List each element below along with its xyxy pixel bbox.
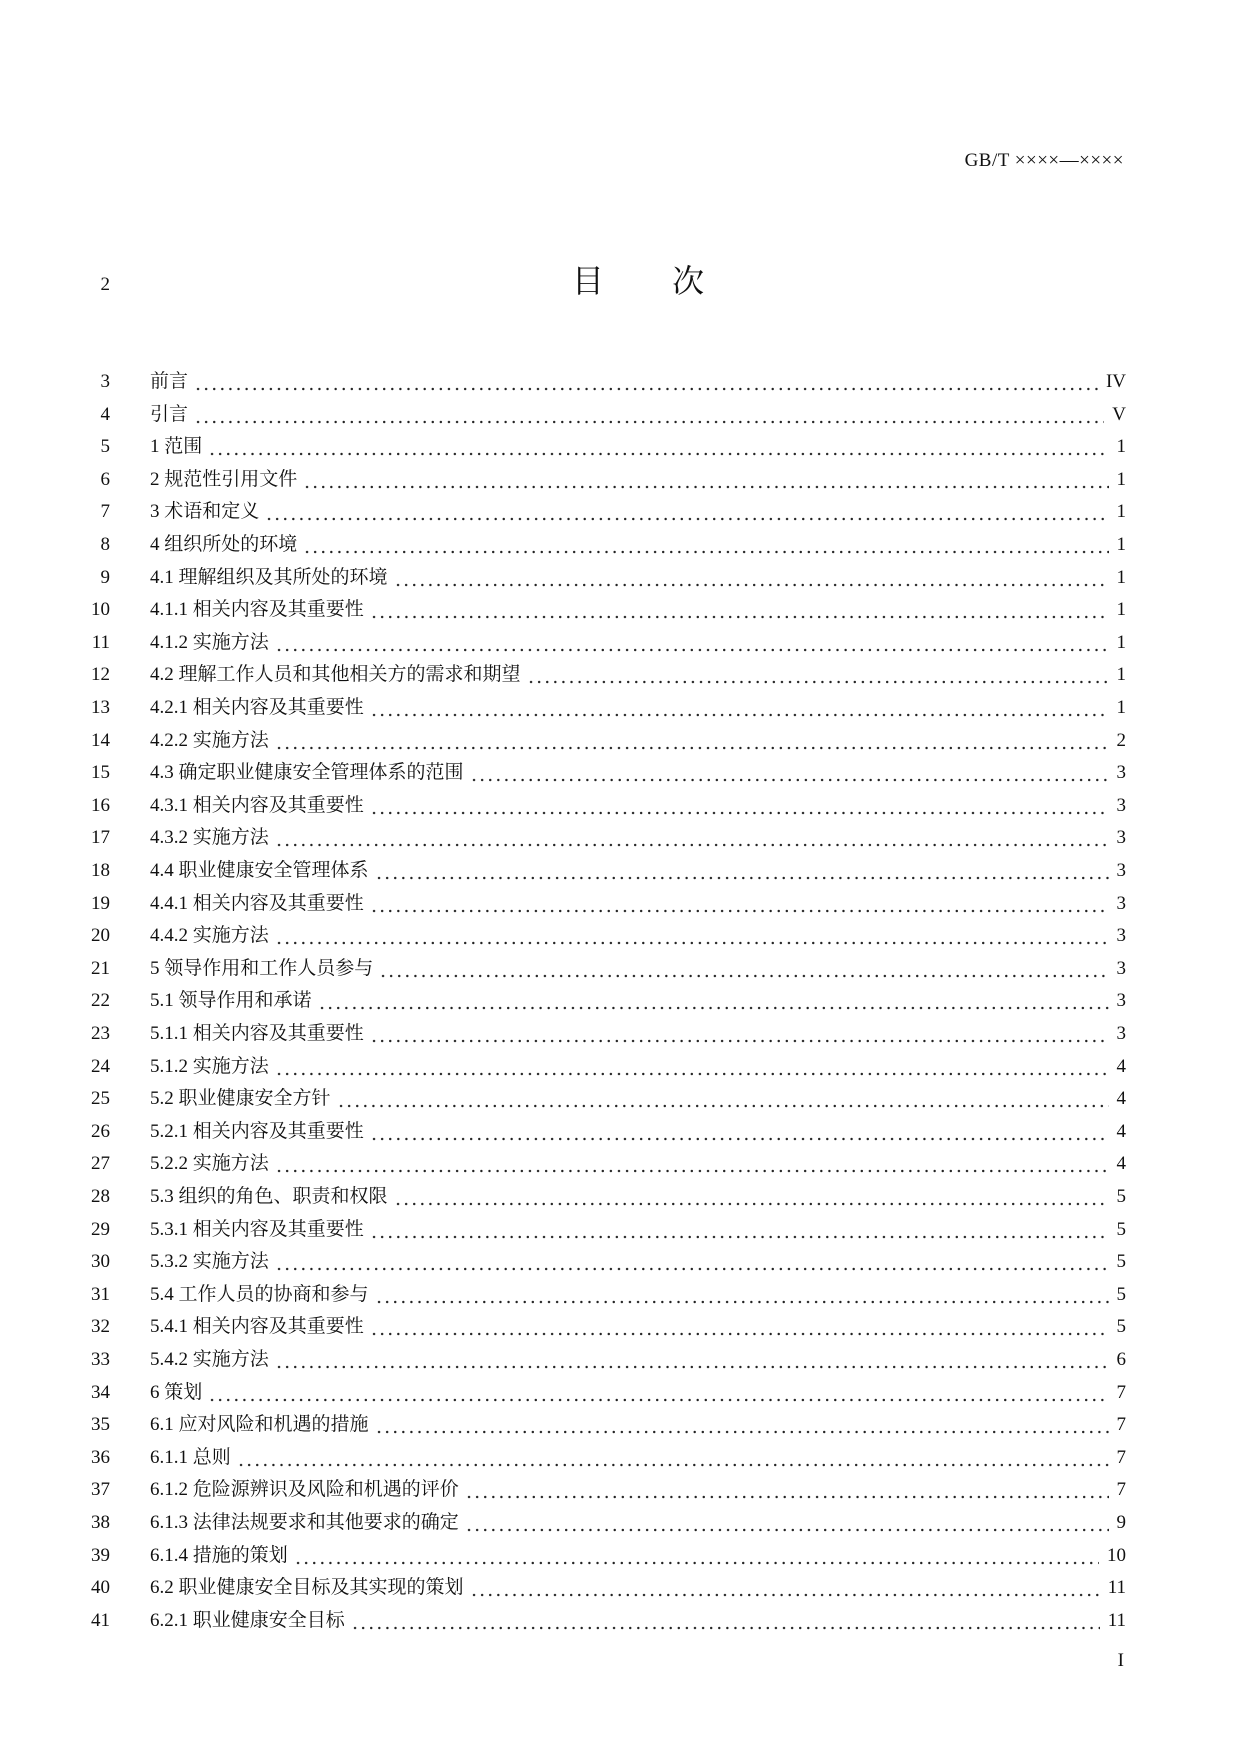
dot-leader bbox=[275, 1148, 1109, 1181]
line-number: 4 bbox=[100, 403, 110, 425]
toc-entry-label: 6 策划 bbox=[150, 1381, 203, 1403]
line-number: 14 bbox=[91, 729, 110, 751]
dot-leader bbox=[375, 1409, 1109, 1442]
toc-entry bbox=[91, 1181, 1126, 1214]
toc-entry bbox=[91, 1344, 1126, 1377]
dot-leader bbox=[208, 1377, 1108, 1410]
toc-entry-page-number: 5 bbox=[1116, 1251, 1126, 1273]
dot-leader bbox=[370, 594, 1109, 627]
dot-leader bbox=[370, 1311, 1109, 1344]
toc-entry-page-number: 1 bbox=[1116, 468, 1126, 490]
toc-entry-page-number: 11 bbox=[1107, 1577, 1126, 1599]
toc-entry bbox=[91, 1214, 1126, 1247]
dot-leader bbox=[375, 1279, 1109, 1312]
toc-entry-label: 5.2.1 相关内容及其重要性 bbox=[150, 1120, 364, 1142]
line-number: 18 bbox=[91, 860, 110, 881]
dot-leader bbox=[275, 725, 1109, 758]
line-number: 21 bbox=[91, 957, 110, 979]
line-number: 6 bbox=[100, 468, 110, 490]
toc-entry-label: 5.1 领导作用和承诺 bbox=[150, 990, 312, 1012]
line-number: 33 bbox=[91, 1349, 110, 1370]
line-number: 37 bbox=[91, 1479, 110, 1501]
line-number: 40 bbox=[91, 1577, 110, 1599]
dot-leader bbox=[237, 1442, 1109, 1475]
line-number: 15 bbox=[91, 762, 110, 784]
toc-entry bbox=[91, 985, 1126, 1018]
toc-entry-label: 1 范围 bbox=[150, 436, 203, 458]
toc-entry bbox=[91, 1083, 1126, 1116]
dot-leader bbox=[265, 496, 1108, 529]
toc-entry-page-number: 9 bbox=[1116, 1512, 1126, 1533]
line-number: 30 bbox=[91, 1251, 110, 1273]
toc-entry-page-number: V bbox=[1112, 403, 1126, 425]
line-number: 35 bbox=[91, 1414, 110, 1436]
toc-entry-page-number: 3 bbox=[1116, 957, 1126, 979]
toc-entry-label: 4.4.2 实施方法 bbox=[150, 925, 269, 947]
dot-leader bbox=[275, 1246, 1109, 1279]
toc-entry bbox=[91, 1409, 1126, 1442]
line-number: 32 bbox=[91, 1316, 110, 1338]
toc-entry-label: 5.2.2 实施方法 bbox=[150, 1153, 269, 1175]
toc-entry-label: 5.3.1 相关内容及其重要性 bbox=[150, 1218, 364, 1240]
toc-entry bbox=[100, 562, 1126, 595]
dot-leader bbox=[303, 464, 1108, 497]
footer-page-number: I bbox=[1117, 1650, 1124, 1671]
toc-title: 目 次 bbox=[571, 262, 705, 300]
toc-entry-label: 5.3.2 实施方法 bbox=[150, 1251, 269, 1273]
toc-entry-label: 4 组织所处的环境 bbox=[150, 534, 298, 555]
line-number: 7 bbox=[100, 501, 110, 523]
toc-entry-page-number: IV bbox=[1105, 371, 1126, 392]
toc-entry bbox=[91, 790, 1126, 823]
toc-entry-page-number: 11 bbox=[1107, 1609, 1126, 1631]
toc-entry-label: 4.3.2 实施方法 bbox=[150, 827, 269, 849]
dot-leader bbox=[275, 627, 1109, 660]
toc-entry-page-number: 3 bbox=[1116, 762, 1126, 784]
toc-entry-page-number: 3 bbox=[1116, 827, 1126, 849]
toc-entry-label: 5.4.2 实施方法 bbox=[150, 1349, 269, 1370]
toc-entry bbox=[91, 1572, 1126, 1605]
toc-entry-page-number: 3 bbox=[1116, 1023, 1126, 1044]
toc-entry-page-number: 5 bbox=[1116, 1283, 1126, 1305]
line-number: 31 bbox=[91, 1283, 110, 1305]
toc-entry-label: 4.4.1 相关内容及其重要性 bbox=[150, 892, 364, 914]
dot-leader bbox=[370, 692, 1109, 725]
toc-entry bbox=[91, 1246, 1126, 1279]
toc-entry-label: 5.2 职业健康安全方针 bbox=[150, 1088, 331, 1110]
standard-code: GB/T ××××—×××× bbox=[964, 150, 1124, 171]
toc-entry-label: 5.1.2 实施方法 bbox=[150, 1055, 269, 1077]
line-number: 10 bbox=[91, 599, 110, 621]
toc-entry-label: 5.4.1 相关内容及其重要性 bbox=[150, 1316, 364, 1338]
toc-entry-label: 6.1.3 法律法规要求和其他要求的确定 bbox=[150, 1512, 459, 1533]
line-number: 9 bbox=[100, 566, 110, 588]
line-number: 25 bbox=[91, 1088, 110, 1110]
dot-leader bbox=[318, 985, 1109, 1018]
toc-entry bbox=[91, 1311, 1126, 1344]
dot-leader bbox=[208, 431, 1108, 464]
toc-entry-page-number: 1 bbox=[1116, 599, 1126, 621]
toc-entry bbox=[91, 725, 1126, 758]
toc-entry bbox=[91, 692, 1126, 725]
dot-leader bbox=[194, 366, 1098, 399]
table-of-contents bbox=[91, 366, 1126, 1646]
toc-entry bbox=[91, 1377, 1126, 1410]
line-number: 8 bbox=[100, 534, 110, 555]
toc-entry bbox=[91, 1148, 1126, 1181]
dot-leader bbox=[465, 1474, 1109, 1507]
dot-leader bbox=[370, 1116, 1109, 1149]
toc-entry-label: 5.1.1 相关内容及其重要性 bbox=[150, 1023, 364, 1044]
toc-entry bbox=[100, 431, 1126, 464]
dot-leader bbox=[370, 1018, 1109, 1051]
line-number: 34 bbox=[91, 1381, 110, 1403]
line-number: 3 bbox=[100, 371, 110, 392]
dot-leader bbox=[379, 953, 1108, 986]
dot-leader bbox=[294, 1540, 1099, 1573]
line-number: 16 bbox=[91, 794, 110, 816]
line-number: 20 bbox=[91, 925, 110, 947]
toc-entry-page-number: 7 bbox=[1116, 1381, 1126, 1403]
dot-leader bbox=[470, 1572, 1100, 1605]
line-number: 23 bbox=[91, 1023, 110, 1044]
toc-entry-label: 6.1.1 总则 bbox=[150, 1446, 231, 1468]
toc-entry-page-number: 5 bbox=[1116, 1186, 1126, 1207]
line-number: 36 bbox=[91, 1446, 110, 1468]
toc-entry-page-number: 5 bbox=[1116, 1316, 1126, 1338]
toc-entry bbox=[91, 757, 1126, 790]
toc-entry-label: 4.1.1 相关内容及其重要性 bbox=[150, 599, 364, 621]
toc-entry-label: 6.1.2 危险源辨识及风险和机遇的评价 bbox=[150, 1479, 459, 1501]
toc-entry-page-number: 3 bbox=[1116, 860, 1126, 881]
toc-entry bbox=[91, 627, 1126, 660]
toc-entry-page-number: 1 bbox=[1116, 664, 1126, 686]
line-number: 41 bbox=[91, 1609, 110, 1631]
toc-entry bbox=[91, 888, 1126, 921]
toc-entry-label: 4.2.2 实施方法 bbox=[150, 729, 269, 751]
dot-leader bbox=[470, 757, 1109, 790]
toc-entry-page-number: 4 bbox=[1116, 1120, 1126, 1142]
toc-entry-label: 2 规范性引用文件 bbox=[150, 468, 298, 490]
toc-entry-label: 6.2.1 职业健康安全目标 bbox=[150, 1609, 345, 1631]
dot-leader bbox=[351, 1605, 1100, 1638]
toc-entry-page-number: 4 bbox=[1116, 1055, 1126, 1077]
toc-entry-page-number: 7 bbox=[1116, 1446, 1126, 1468]
line-number: 28 bbox=[91, 1186, 110, 1207]
dot-leader bbox=[370, 790, 1109, 823]
toc-entry-page-number: 10 bbox=[1107, 1544, 1126, 1566]
toc-entry bbox=[91, 594, 1126, 627]
toc-entry bbox=[100, 529, 1126, 562]
toc-entry-label: 4.3 确定职业健康安全管理体系的范围 bbox=[150, 762, 464, 784]
dot-leader bbox=[394, 562, 1109, 595]
toc-entry-label: 6.2 职业健康安全目标及其实现的策划 bbox=[150, 1577, 464, 1599]
line-number: 2 bbox=[100, 274, 110, 295]
toc-entry bbox=[91, 1279, 1126, 1312]
dot-leader bbox=[275, 1051, 1109, 1084]
toc-entry bbox=[91, 1116, 1126, 1149]
toc-entry bbox=[100, 464, 1126, 497]
dot-leader bbox=[370, 888, 1109, 921]
toc-entry-page-number: 4 bbox=[1116, 1088, 1126, 1110]
line-number: 24 bbox=[91, 1055, 110, 1077]
line-number: 38 bbox=[91, 1512, 110, 1533]
toc-entry bbox=[91, 659, 1126, 692]
toc-entry-label: 6.1.4 措施的策划 bbox=[150, 1544, 288, 1566]
dot-leader bbox=[275, 1344, 1109, 1377]
toc-entry-label: 4.1 理解组织及其所处的环境 bbox=[150, 566, 388, 588]
line-number: 12 bbox=[91, 664, 110, 686]
dot-leader bbox=[465, 1507, 1109, 1540]
toc-entry-page-number: 2 bbox=[1116, 729, 1126, 751]
toc-entry-label: 4.2 理解工作人员和其他相关方的需求和期望 bbox=[150, 664, 521, 686]
toc-entry-page-number: 1 bbox=[1116, 501, 1126, 523]
line-number: 29 bbox=[91, 1218, 110, 1240]
toc-entry bbox=[91, 1605, 1126, 1638]
toc-entry-page-number: 3 bbox=[1116, 794, 1126, 816]
toc-entry bbox=[100, 366, 1126, 399]
toc-entry bbox=[91, 1018, 1126, 1051]
line-number: 13 bbox=[91, 697, 110, 718]
toc-entry-page-number: 6 bbox=[1116, 1349, 1126, 1370]
dot-leader bbox=[275, 920, 1109, 953]
toc-entry-page-number: 3 bbox=[1116, 892, 1126, 914]
toc-entry-label: 3 术语和定义 bbox=[150, 501, 260, 523]
toc-entry-page-number: 7 bbox=[1116, 1414, 1126, 1436]
toc-entry-page-number: 3 bbox=[1116, 925, 1126, 947]
toc-entry bbox=[91, 1474, 1126, 1507]
toc-entry-label: 引言 bbox=[150, 403, 189, 425]
dot-leader bbox=[394, 1181, 1109, 1214]
line-number: 11 bbox=[91, 631, 110, 653]
toc-entry-label: 4.1.2 实施方法 bbox=[150, 631, 269, 653]
toc-entry-page-number: 3 bbox=[1116, 990, 1126, 1012]
dot-leader bbox=[337, 1083, 1109, 1116]
toc-entry bbox=[91, 953, 1126, 986]
line-number: 26 bbox=[91, 1120, 110, 1142]
dot-leader bbox=[527, 659, 1109, 692]
toc-entry-label: 4.4 职业健康安全管理体系 bbox=[150, 860, 369, 881]
toc-entry-label: 前言 bbox=[150, 371, 189, 392]
toc-entry-label: 5 领导作用和工作人员参与 bbox=[150, 957, 374, 979]
toc-entry bbox=[91, 855, 1126, 888]
dot-leader bbox=[370, 1214, 1109, 1247]
dot-leader bbox=[275, 822, 1109, 855]
toc-entry bbox=[100, 496, 1126, 529]
toc-entry bbox=[91, 822, 1126, 855]
toc-entry-page-number: 1 bbox=[1116, 436, 1126, 458]
toc-entry-page-number: 7 bbox=[1116, 1479, 1126, 1501]
dot-leader bbox=[194, 399, 1104, 432]
toc-entry-label: 4.2.1 相关内容及其重要性 bbox=[150, 697, 364, 718]
toc-entry bbox=[91, 1507, 1126, 1540]
dot-leader bbox=[375, 855, 1109, 888]
toc-entry-page-number: 1 bbox=[1116, 631, 1126, 653]
toc-entry-page-number: 4 bbox=[1116, 1153, 1126, 1175]
toc-entry bbox=[91, 1442, 1126, 1475]
toc-entry-page-number: 5 bbox=[1116, 1218, 1126, 1240]
toc-entry bbox=[91, 1540, 1126, 1573]
line-number: 22 bbox=[91, 990, 110, 1012]
toc-entry-page-number: 1 bbox=[1116, 534, 1126, 555]
line-number: 17 bbox=[91, 827, 110, 849]
line-number: 27 bbox=[91, 1153, 110, 1175]
toc-entry-label: 5.4 工作人员的协商和参与 bbox=[150, 1283, 369, 1305]
line-number: 39 bbox=[91, 1544, 110, 1566]
toc-entry bbox=[91, 1051, 1126, 1084]
toc-entry-label: 5.3 组织的角色、职责和权限 bbox=[150, 1186, 388, 1207]
toc-entry-page-number: 1 bbox=[1116, 566, 1126, 588]
line-number: 19 bbox=[91, 892, 110, 914]
toc-entry-label: 4.3.1 相关内容及其重要性 bbox=[150, 794, 364, 816]
line-number: 5 bbox=[100, 436, 110, 458]
toc-entry-page-number: 1 bbox=[1116, 697, 1126, 718]
toc-entry bbox=[100, 399, 1126, 432]
toc-entry-label: 6.1 应对风险和机遇的措施 bbox=[150, 1414, 369, 1436]
dot-leader bbox=[303, 529, 1108, 562]
toc-entry bbox=[91, 920, 1126, 953]
